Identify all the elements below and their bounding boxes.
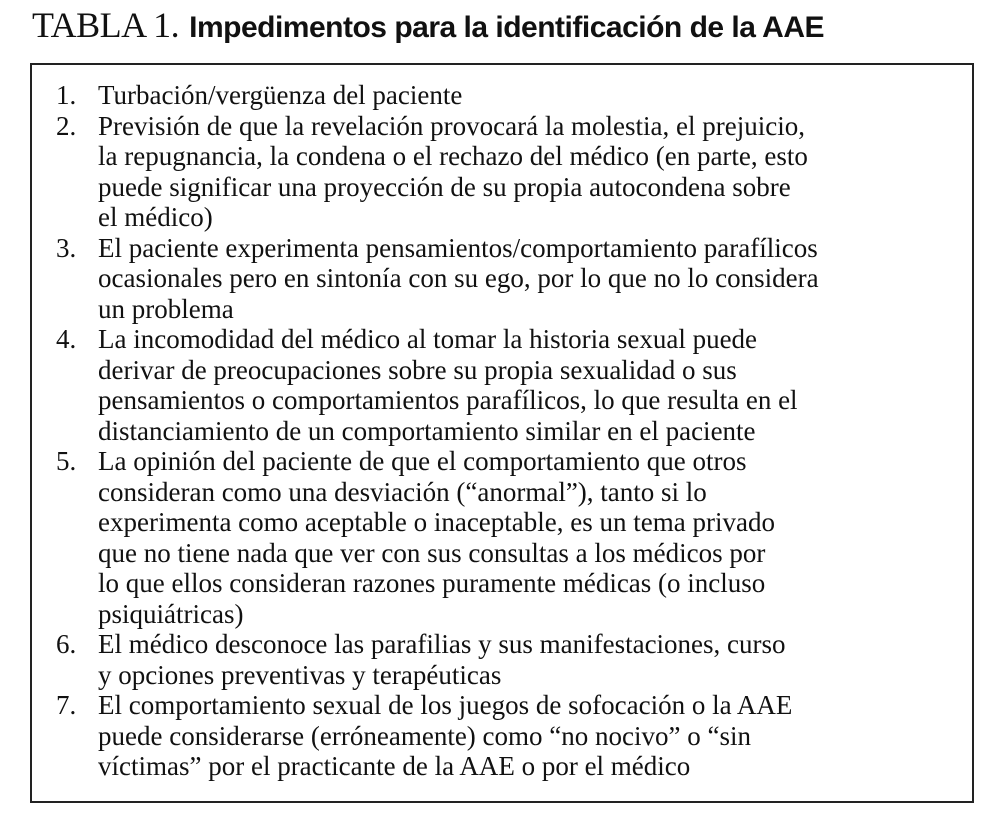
table-label: TABLA 1. (32, 5, 180, 45)
item-line: puede considerarse (erróneamente) como “no nocivo” o “sin (98, 720, 751, 751)
item-line: víctimas” por el practicante de la AAE o por el médico (98, 751, 691, 781)
item-line: La incomodidad del médico al tomar la historia sexual puede (98, 324, 758, 354)
item-line: puede significar una proyección de su propia autocondena sobre (98, 171, 791, 202)
item-line: La opinión del paciente de que el comportamiento que otros (98, 446, 747, 476)
item-line: pensamientos o comportamientos parafílicos, lo que resulta en el (98, 385, 798, 415)
list-item-4 (56, 324, 968, 446)
list-item-2 (56, 111, 968, 233)
item-number: 3. (56, 232, 77, 263)
item-number: 7. (56, 690, 77, 720)
item-line: el médico) (98, 202, 213, 232)
item-line: un problema (98, 293, 234, 324)
item-line: consideran como una desviación (“anormal”), tanto si lo (98, 476, 707, 507)
item-line: El paciente experimenta pensamientos/comportamiento parafílicos (98, 232, 818, 263)
item-line: experimenta como aceptable o inaceptable, es un tema privado (98, 507, 775, 537)
item-line: y opciones preventivas y terapéuticas (98, 659, 502, 690)
list-item-1 (56, 80, 968, 111)
item-line: distanciamiento de un comportamiento similar en el paciente (98, 415, 756, 446)
list-item-3 (56, 233, 968, 325)
item-line: Turbación/vergüenza del paciente (98, 80, 463, 110)
item-line: psiquiátricas) (98, 598, 244, 629)
table-heading: Impedimentos para la identificación de la AAE (189, 11, 825, 44)
list-item-6 (56, 629, 968, 690)
table-title (32, 7, 824, 43)
item-number: 2. (56, 110, 77, 141)
item-line: derivar de preocupaciones sobre su propia sexualidad o sus (98, 354, 737, 385)
item-line: ocasionales pero en sintonía con su ego, por lo que no lo considera (98, 263, 819, 293)
item-line: Previsión de que la revelación provocará la molestia, el prejuicio, (98, 110, 805, 141)
item-number: 4. (56, 324, 77, 354)
impediments-list (56, 80, 968, 782)
item-line: lo que ellos consideran razones puramente médicas (o incluso (98, 568, 766, 598)
item-line: la repugnancia, la condena o el rechazo del médico (en parte, esto (98, 141, 808, 171)
item-line: El médico desconoce las parafilias y sus manifestaciones, curso (98, 629, 786, 659)
item-line: El comportamiento sexual de los juegos de sofocación o la AAE (98, 690, 793, 720)
item-number: 5. (56, 446, 77, 476)
item-number: 1. (56, 80, 77, 110)
list-item-5 (56, 446, 968, 629)
table-frame (30, 63, 974, 803)
item-line: que no tiene nada que ver con sus consultas a los médicos por (98, 537, 766, 568)
list-item-7 (56, 690, 968, 782)
item-number: 6. (56, 629, 77, 659)
